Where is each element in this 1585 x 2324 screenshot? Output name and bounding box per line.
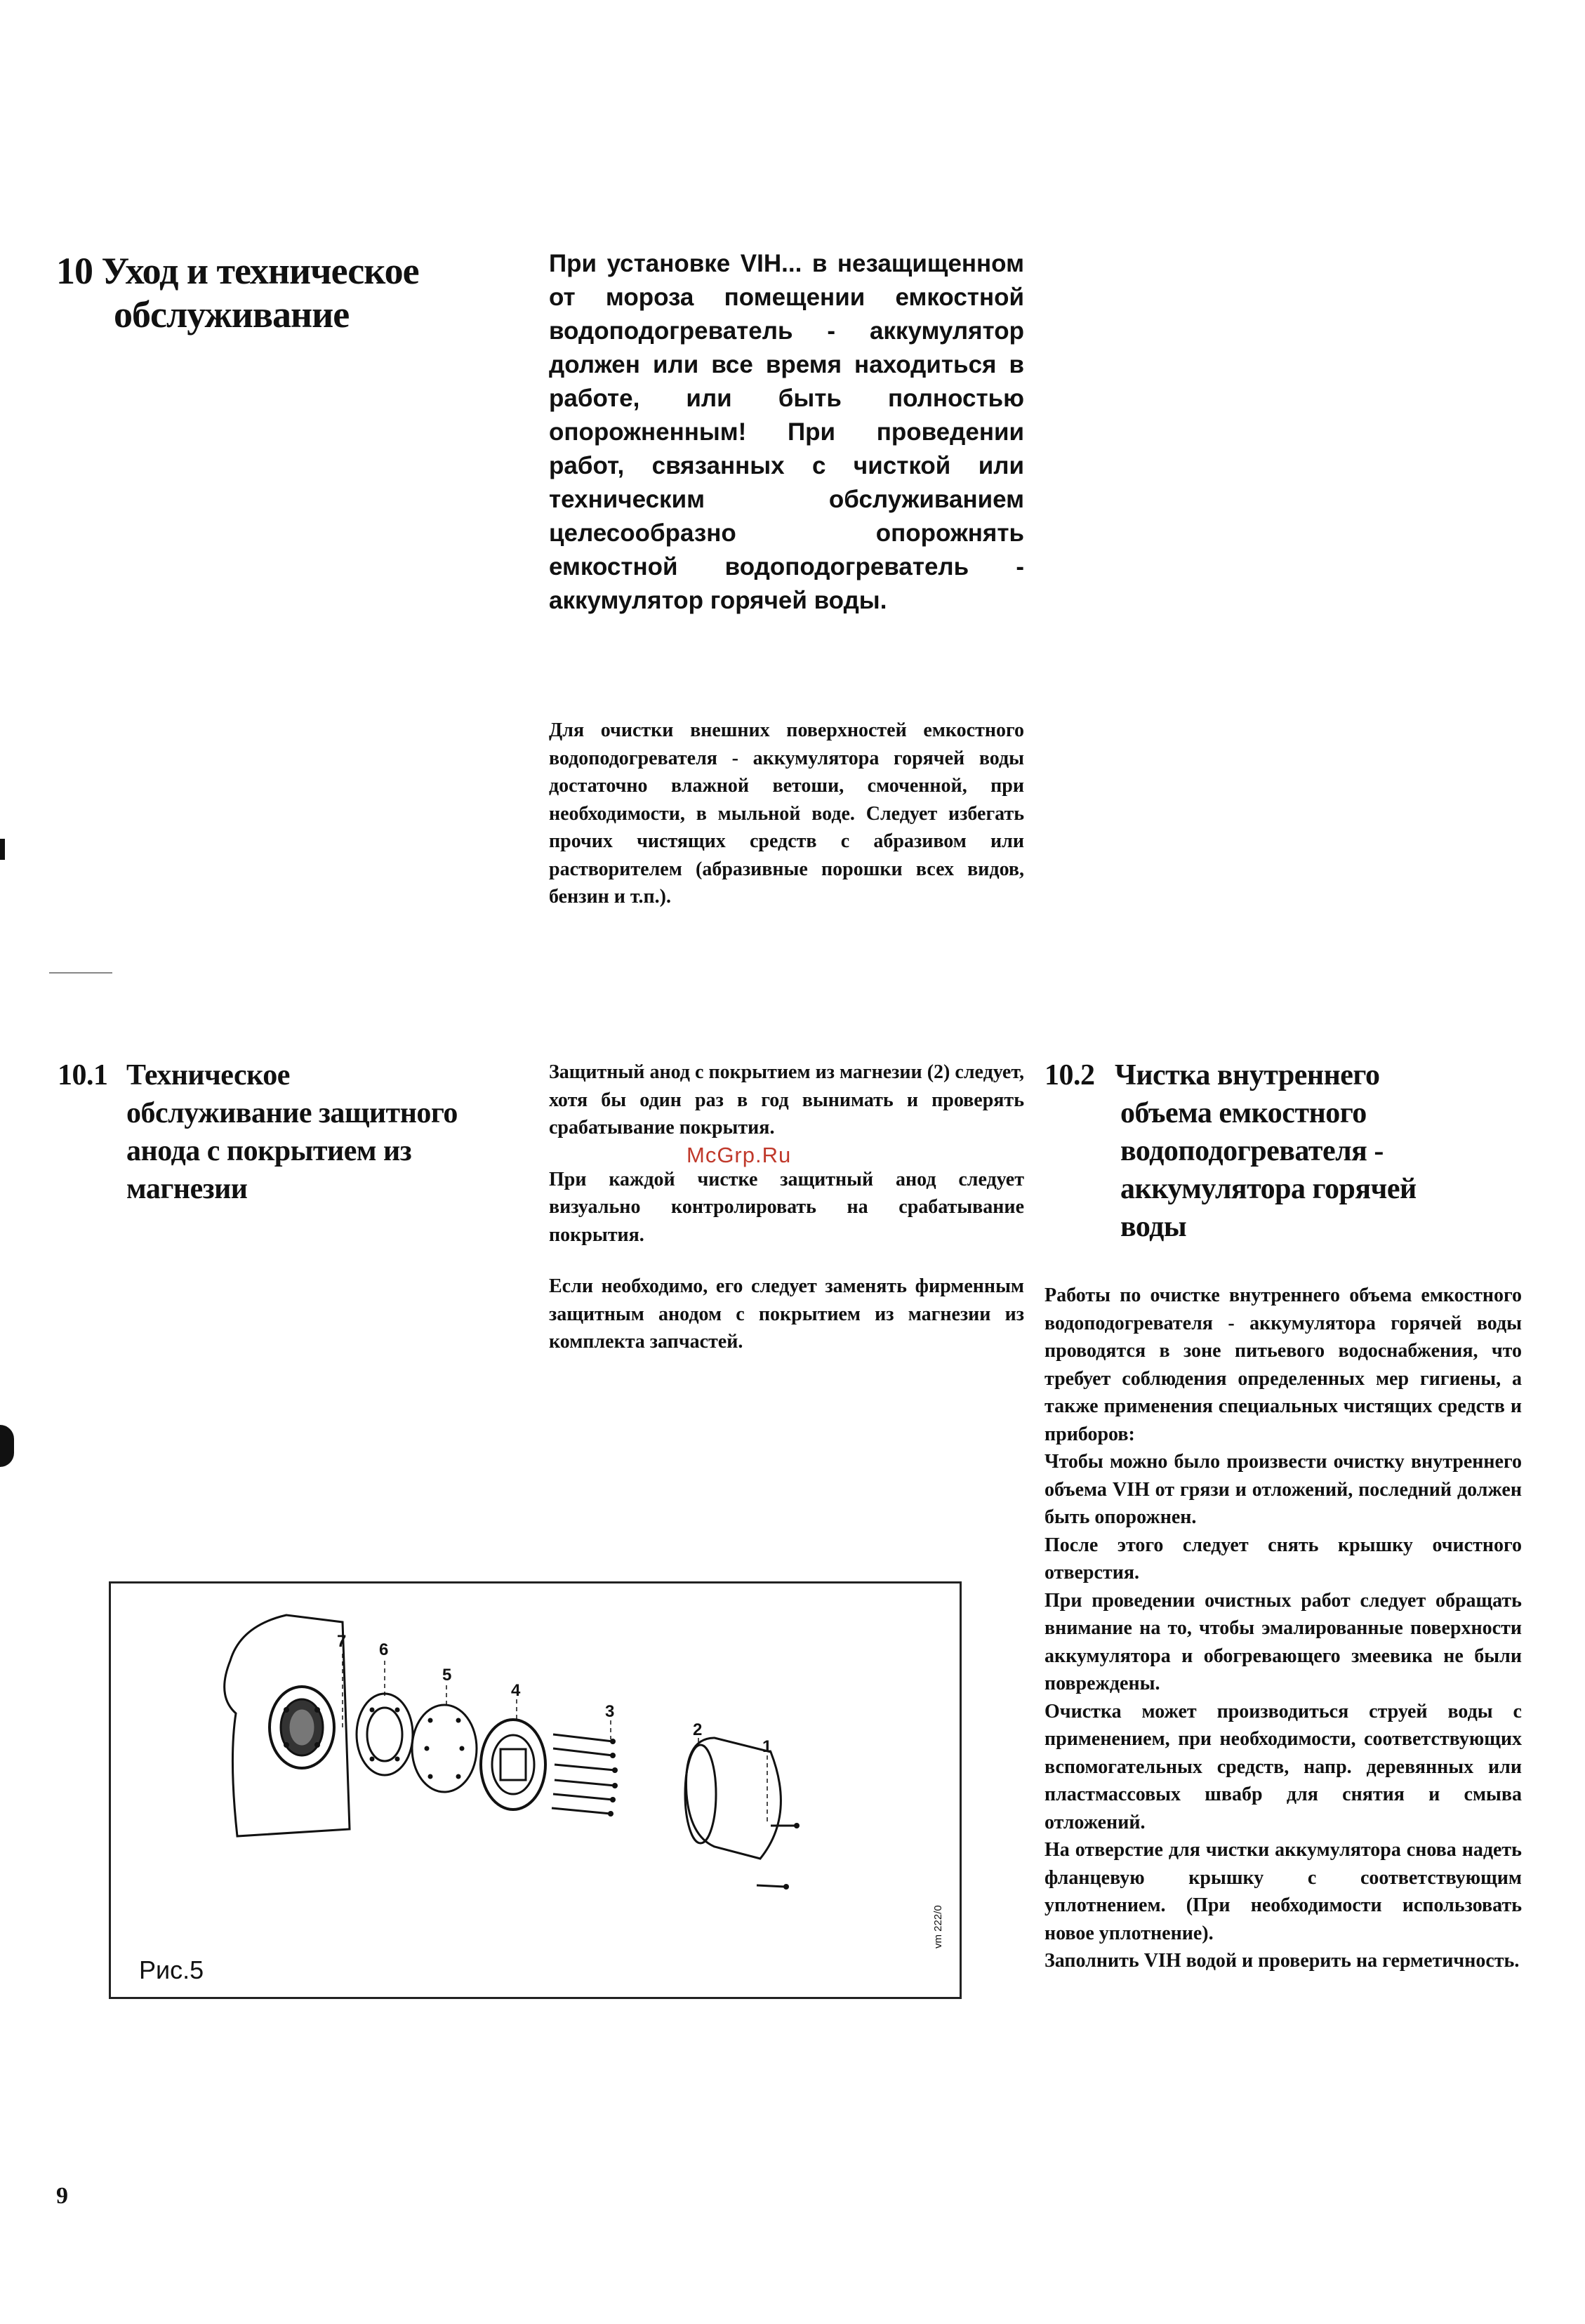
inner-cleaning-paragraph: Чтобы можно было произвести очистку внутреннего объема VIH от грязи и отложений, последний должен быть опорожнен.: [1044, 1451, 1522, 1528]
section-10-2-title-line: аккумулятора горячей: [1120, 1173, 1417, 1205]
section-10-1-body: [549, 1058, 1024, 1356]
section-10-2-title-line: воды: [1120, 1211, 1187, 1243]
part-label: 7: [337, 1632, 347, 1651]
scan-mark: [0, 1425, 14, 1467]
section-10-2-number: 10.2: [1044, 1059, 1095, 1091]
section-10-heading: [56, 249, 512, 336]
figure-caption: Рис.5: [139, 1956, 204, 1984]
section-10-1-title-line: обслуживание защитного: [126, 1097, 458, 1129]
anode-paragraph: При каждой чистке защитный анод следует визуально контролировать на срабатывание покрытия.: [549, 1168, 1024, 1246]
part-label: 5: [442, 1666, 452, 1685]
exploded-view-drawing: [111, 1583, 960, 1997]
inner-cleaning-paragraph: Очистка может производиться струей воды с применением, при необходимости, соответствующих вспомогательных средств, напр. деревянных или пластмассовых швабр для снятия и смыва отложений.: [1044, 1700, 1522, 1833]
figure-5: [109, 1581, 962, 1999]
section-10-1-title-line: анода с покрытием из: [126, 1135, 412, 1167]
outer-cleaning-text: Для очистки внешних поверхностей емкостного водоподогревателя - аккумулятора горячей воды достаточно влажной ветоши, смоченной, при необходимости, в мыльной воде. Следует избегать прочих чистящих средств с абразивом или растворителем (абразивные порошки всех видов, бензин и т.п.).: [549, 719, 1024, 908]
anode-paragraph: Если необходимо, его следует заменять фирменным защитным анодом с покрытием из магнезии из комплекта запчастей.: [549, 1275, 1024, 1353]
inner-cleaning-paragraph: Работы по очистке внутреннего объема емкостного водоподогревателя - аккумулятора горячей воды проводятся в зоне питьевого водоснабжения, что требует соблюдения определенных мер гигиены, а также применения специальных чистящих средств и приборов:: [1044, 1284, 1522, 1445]
inner-cleaning-paragraph: При проведении очистных работ следует обращать внимание на то, чтобы эмалированные поверхности аккумулятора и обогревающего змеевика не были повреждены.: [1044, 1589, 1522, 1694]
section-10-1-number: 10.1: [58, 1059, 108, 1091]
section-10-title-line1: 10 Уход и техническое: [56, 250, 419, 292]
section-10-2-heading: [1044, 1056, 1536, 1246]
figure-code: vm 222/0: [932, 1905, 944, 1948]
part-label: 3: [605, 1702, 615, 1721]
part-label: 6: [379, 1640, 389, 1659]
inner-cleaning-paragraph: После этого следует снять крышку очистного отверстия.: [1044, 1534, 1522, 1583]
section-10-title-line2: обслуживание: [114, 293, 350, 336]
watermark: McGrp.Ru: [687, 1143, 792, 1167]
scan-mark: [49, 972, 112, 974]
frost-warning-text: При установке VIH... в незащищенном от мороза помещении емкостной водоподогреватель - аккумулятор должен или все время находиться в работе, или быть полностью опорожненным! При проведении работ, связанных с чисткой или техническим обслуживанием целесообразно опорожнять емкостной водоподогреватель - аккумулятор горячей воды.: [549, 250, 1024, 614]
section-10-2-title-line: водоподогревателя -: [1120, 1135, 1384, 1167]
part-label: 2: [693, 1720, 703, 1739]
page-number: 9: [56, 2183, 68, 2209]
anode-paragraph: Защитный анод с покрытием из магнезии (2) следует, хотя бы один раз в год вынимать и проверять срабатывание покрытия.: [549, 1061, 1024, 1138]
section-10-1-heading: [58, 1056, 535, 1208]
part-label: 1: [762, 1737, 772, 1756]
inner-cleaning-paragraph: На отверстие для чистки аккумулятора снова надеть фланцевую крышку с соответствующим уплотнением. (При необходимости использовать новое уплотнение).: [1044, 1839, 1522, 1944]
part-label: 4: [511, 1681, 521, 1700]
section-10-2-title-line: объема емкостного: [1120, 1097, 1367, 1129]
section-10-2-title-line: Чистка внутреннего: [1115, 1059, 1380, 1091]
section-10-1-title-line: магнезии: [126, 1173, 248, 1205]
section-10-2-body: [1044, 1282, 1522, 1975]
inner-cleaning-paragraph: Заполнить VIH водой и проверить на герметичность.: [1044, 1950, 1520, 1972]
section-10-1-title-line: Техническое: [126, 1059, 290, 1091]
scan-mark: [0, 839, 5, 860]
